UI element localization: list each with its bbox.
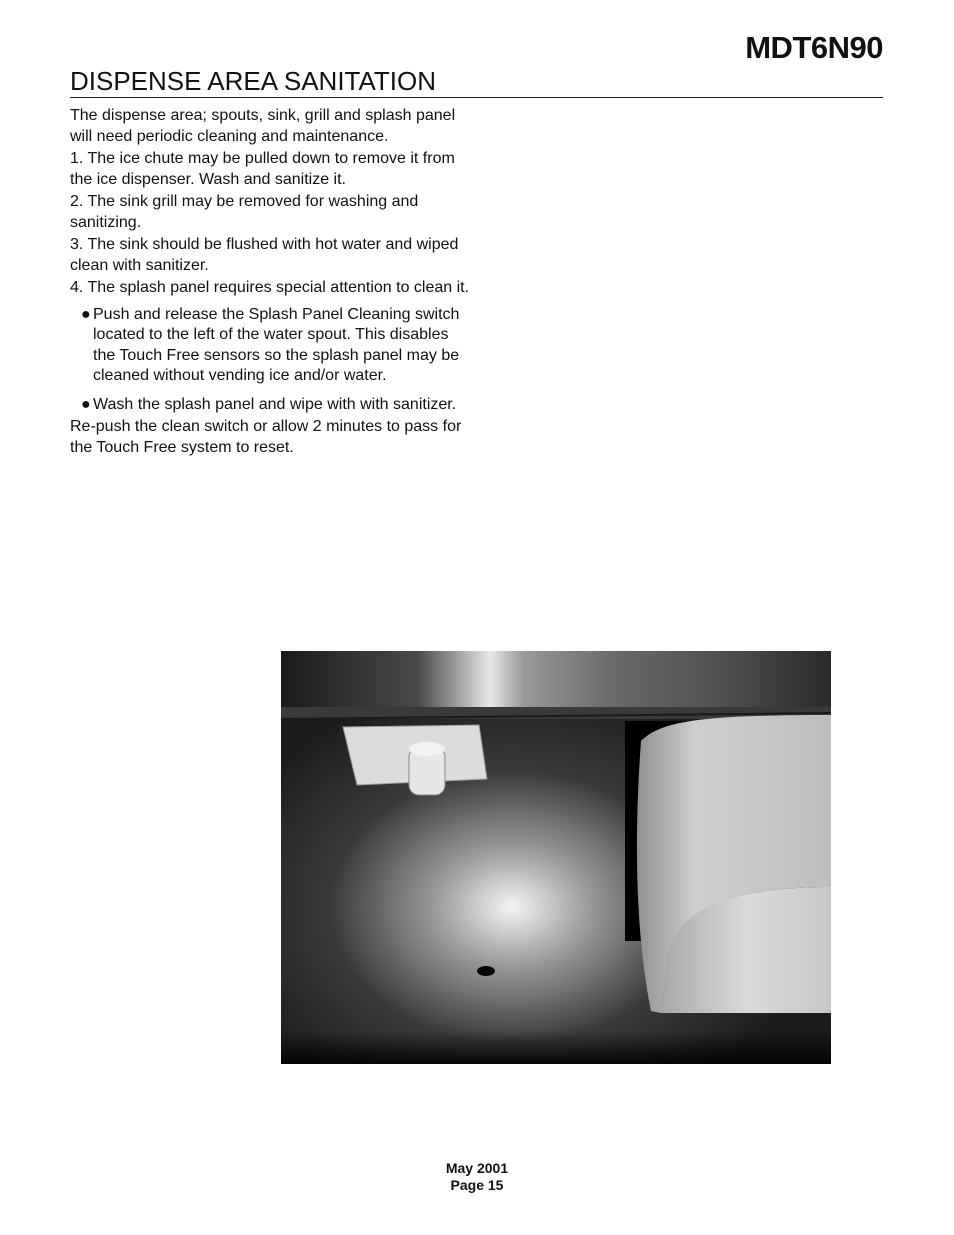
- footer-date: May 2001: [445, 1160, 509, 1176]
- model-number: MDT6N90: [745, 30, 883, 65]
- water-spout-icon: [625, 715, 831, 1013]
- step-3: 3. The sink should be flushed with hot water and wiped clean with sanitizer.: [70, 236, 459, 274]
- bullet-item: [70, 395, 470, 416]
- step-4: 4. The splash panel requires special attention to clean it.: [70, 279, 470, 296]
- bullet-dot-icon: ●: [81, 395, 91, 413]
- step-2: 2. The sink grill may be removed for washing and sanitizing.: [70, 193, 419, 231]
- closing-paragraph: Re-push the clean switch or allow 2 minutes to pass for the Touch Free system to reset.: [70, 418, 462, 456]
- section-title: DISPENSE AREA SANITATION: [70, 66, 437, 96]
- bullet-text-2: Wash the splash panel and wipe with with sanitizer.: [93, 395, 457, 413]
- bullet-dot-icon: ●: [81, 305, 91, 323]
- bullet-text-1: Push and release the Splash Panel Cleaning switch located to the left of the water spout. This disables the Touch Free sensors so the splash panel may be cleaned without vending ice and/or water.: [93, 305, 460, 384]
- step-1: 1. The ice chute may be pulled down to remove it from the ice dispenser. Wash and sanitize it.: [70, 150, 455, 188]
- instructions-text: [70, 106, 470, 460]
- splash-panel-photo: [281, 651, 831, 1064]
- footer-page-number: Page 15: [450, 1177, 504, 1193]
- title-rule: [70, 97, 883, 98]
- intro-paragraph: The dispense area; spouts, sink, grill and splash panel will need periodic cleaning and maintenance.: [70, 107, 456, 145]
- bullet-item: [70, 305, 470, 387]
- page-footer: [0, 1160, 954, 1194]
